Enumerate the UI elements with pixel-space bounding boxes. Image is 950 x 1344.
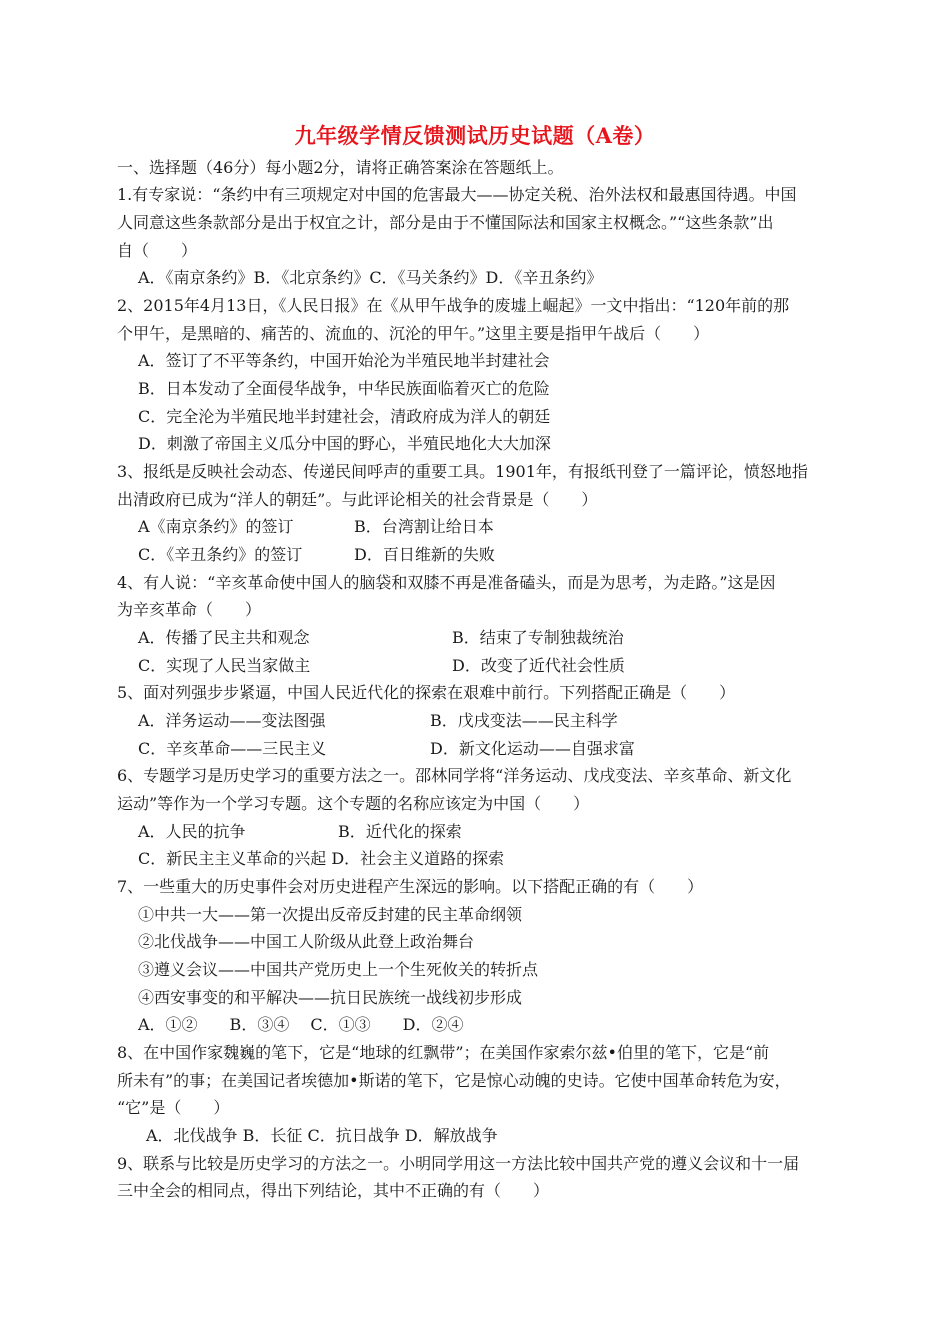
q2-option-c: C．完全沦为半殖民地半封建社会，清政府成为洋人的朝廷: [138, 407, 551, 426]
q2-option-b: B．日本发动了全面侵华战争，中华民族面临着灭亡的危险: [138, 379, 550, 398]
q6-option-a: A．人民的抗争: [138, 822, 246, 841]
q3-option-a: A《南京条约》的签订: [138, 517, 294, 536]
q4-option-b: B．结束了专制独裁统治: [452, 628, 624, 647]
q5-option-d: D．新文化运动——自强求富: [430, 739, 635, 758]
q5-option-a: A．洋务运动——变法图强: [138, 711, 326, 730]
q7-item-3: ③遵义会议——中国共产党历史上一个生死攸关的转折点: [138, 960, 539, 979]
q6-line-1: 6、专题学习是历史学习的重要方法之一。邵林同学将“洋务运动、戊戌变法、辛亥革命、新文化: [117, 766, 792, 785]
page-title: 九年级学情反馈测试历史试题（A卷）: [294, 123, 656, 148]
q1-line-1: 1.有专家说：“条约中有三项规定对中国的危害最大——协定关税、治外法权和最惠国待遇。中国: [117, 185, 797, 204]
q8-line-2: 所未有”的事；在美国记者埃德加•斯诺的笔下，它是惊心动魄的史诗。它使中国革命转危为安，: [117, 1071, 791, 1090]
q8-options: A．北伐战争 B．长征 C．抗日战争 D．解放战争: [146, 1126, 498, 1145]
q8-line-3: “它”是（ ）: [117, 1098, 230, 1117]
q4-option-c: C．实现了人民当家做主: [138, 656, 311, 675]
q9-line-1: 9、联系与比较是历史学习的方法之一。小明同学用这一方法比较中国共产党的遵义会议和十一届: [117, 1154, 800, 1173]
q4-option-d: D．改变了近代社会性质: [452, 656, 625, 675]
q7-options: A．①② B．③④ C．①③ D．②④: [138, 1015, 464, 1034]
q9-line-2: 三中全会的相同点，得出下列结论，其中不正确的有（ ）: [117, 1181, 550, 1200]
q2-option-a: A．签订了不平等条约，中国开始沦为半殖民地半封建社会: [138, 351, 550, 370]
q5-option-b: B．戊戌变法——民主科学: [430, 711, 618, 730]
q2-option-d: D．刺激了帝国主义瓜分中国的野心，半殖民地化大大加深: [138, 434, 551, 453]
section-heading: 一、选择题（46分）每小题2分，请将正确答案涂在答题纸上。: [117, 158, 564, 177]
q3-line-2: 出清政府已成为“洋人的朝廷”。与此评论相关的社会背景是（ ）: [117, 490, 598, 509]
q6-option-b: B．近代化的探索: [338, 822, 462, 841]
q8-line-1: 8、在中国作家魏巍的笔下，它是“地球的红飘带”；在美国作家索尔兹•伯里的笔下，它是“前: [117, 1043, 770, 1062]
q4-line-2: 为辛亥革命（ ）: [117, 600, 262, 619]
q4-line-1: 4、有人说：“辛亥革命使中国人的脑袋和双膝不再是准备磕头，而是为思考，为走路。”这是因: [117, 573, 776, 592]
q7-item-2: ②北伐战争——中国工人阶级从此登上政治舞台: [138, 932, 475, 951]
q1-options: A．《南京条约》B．《北京条约》C．《马关条约》D．《辛丑条约》: [138, 268, 603, 287]
q2-line-1: 2、2015年4月13日，《人民日报》在《从甲午战争的废墟上崛起》一文中指出：“120年前的那: [117, 296, 790, 315]
q5-option-c: C．辛亥革命——三民主义: [138, 739, 327, 758]
q3-option-c: C．《辛丑条约》的签订: [138, 545, 303, 564]
q7-line-1: 7、一些重大的历史事件会对历史进程产生深远的影响。以下搭配正确的有（ ）: [117, 877, 704, 896]
q7-item-4: ④西安事变的和平解决——抗日民族统一战线初步形成: [138, 988, 523, 1007]
q1-line-3: 自（ ）: [117, 241, 198, 260]
q4-option-a: A．传播了民主共和观念: [138, 628, 310, 647]
q6-line-2: 运动”等作为一个学习专题。这个专题的名称应该定为中国（ ）: [117, 794, 590, 813]
q2-line-2: 个甲午，是黑暗的、痛苦的、流血的、沉沦的甲午。”这里主要是指甲午战后（ ）: [117, 324, 710, 343]
q6-option-cd: C．新民主主义革命的兴起 D．社会主义道路的探索: [138, 849, 505, 868]
q3-option-d: D．百日维新的失败: [354, 545, 495, 564]
q7-item-1: ①中共一大——第一次提出反帝反封建的民主革命纲领: [138, 905, 523, 924]
q5-line-1: 5、面对列强步步紧逼，中国人民近代化的探索在艰难中前行。下列搭配正确是（ ）: [117, 683, 736, 702]
q3-line-1: 3、报纸是反映社会动态、传递民间呼声的重要工具。1901年，有报纸刊登了一篇评论，愤怒地指: [117, 462, 808, 481]
q1-line-2: 人同意这些条款部分是出于权宜之计，部分是由于不懂国际法和国家主权概念。”“这些条款”出: [117, 213, 774, 232]
q3-option-b: B．台湾割让给日本: [354, 517, 494, 536]
